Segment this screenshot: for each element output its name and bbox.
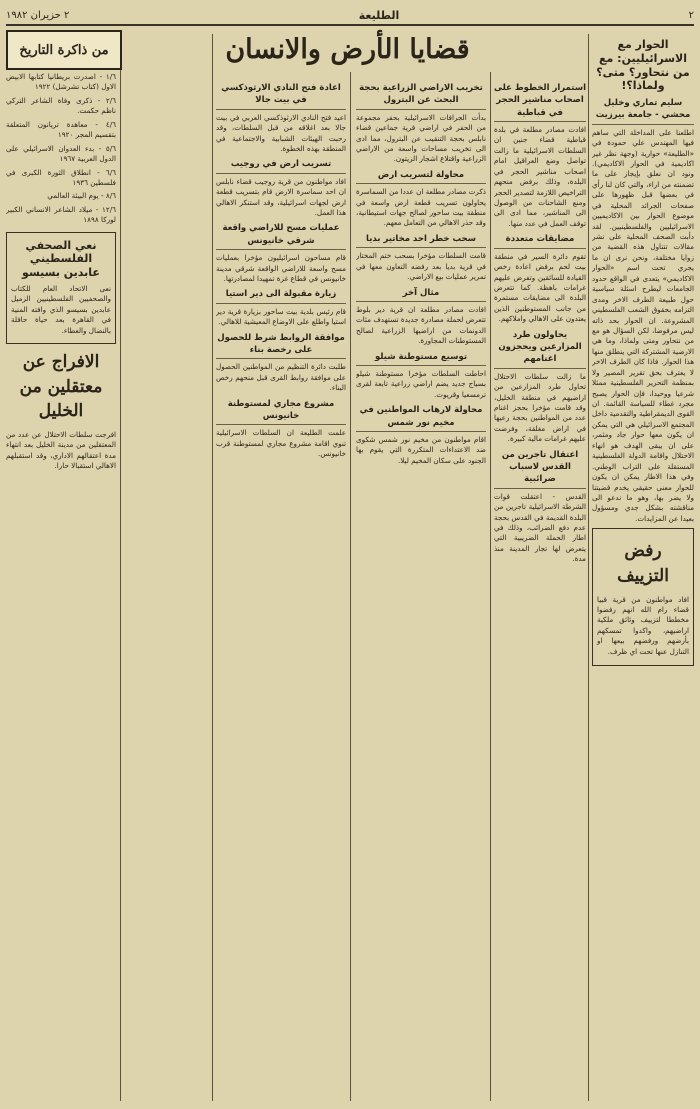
col4-h4: زيارة مقبولة الى دير استيا: [216, 288, 346, 303]
col4-h2: تسريب ارض في روجيب: [216, 158, 346, 173]
col2-t2: تقوم دائرة السير في منطقة بيت لحم برفض اعادة رخص القيادة للسائقين وتفرض عليهم غرامات باهظة. كما تتعرض البلدة الى مضايقات مستمرة من جانب المستوطنين الذين يعتدون على الاهالي واملاكهم.: [494, 251, 586, 324]
col2-h3: يحاولون طرد المزارعين ويحجزون اغنامهم: [494, 329, 586, 369]
release-title: الافراج عن معتقلين من الخليل: [19, 352, 103, 422]
right-box: [592, 528, 694, 666]
column-rule: [588, 34, 589, 1101]
column-5: [6, 72, 116, 1102]
history-logo: من ذاكرة التاريخ: [6, 30, 122, 70]
column-rule: [350, 72, 351, 1101]
col4-t4: قام رئيس بلدية بيت ساحور بزيارة قرية دير استيا واطلع على الاوضاع المعيشية للاهالي.: [216, 306, 346, 327]
col3-h1: تخريب الاراضي الزراعية بحجة البحث عن البترول: [356, 82, 486, 110]
col4-t5: طلبت دائرة التنظيم من المواطنين الحصول على موافقة روابط القرى قبل منحهم رخص البناء.: [216, 362, 346, 393]
col3-h2: محاولة لتسريب ارض: [356, 169, 486, 184]
paper-name: الطليعة: [358, 8, 400, 22]
col3-h3: سحب خطر احد مخاتير بديا: [356, 233, 486, 248]
col3-t6: اقام مواطنون من مخيم نور شمس شكوى ضد الاعتداءات المتكررة التي يقوم بها الجنود على سكان المخيم ليلا.: [356, 434, 486, 465]
col3-t1: بدأت الجرافات الاسرائيلية بحفر مجموعة من الحفر في اراضي قرية جماعين قضاء نابلس بحجة التنقيب عن البترول، مما ادى الى تخريب مساحات واسعة من الاراضي الزراعية واقتلاع اشجار الزيتون.: [356, 112, 486, 164]
column-3: [356, 78, 486, 1101]
obituary-box: [6, 232, 116, 344]
col3-t4: افادت مصادر مطلعة ان قرية دير بلوط تتعرض لحملة مصادرة جديدة تستهدف مئات الدونمات من اراضيها الزراعية لصالح المستوطنات المجاورة.: [356, 304, 486, 346]
col4-h6: مشروع مجاري لمستوطنة خانيونس: [216, 398, 346, 426]
col4-t6: علمت الطليعة ان السلطات الاسرائيلية تنوي اقامة مشروع مجاري لمستوطنة قرب خانيونس.: [216, 428, 346, 458]
page-date: ٢ حزيران ١٩٨٢: [6, 9, 70, 21]
history-item: ٤/٦ - معاهدة تريانون المتعلقة بتقسيم المجر ١٩٢٠: [6, 119, 116, 140]
history-item: ٥/٦ - بدء العدوان الاسرائيلي على الدول العربية ١٩٦٧: [6, 143, 116, 164]
col2-t3: ما زالت سلطات الاحتلال تحاول طرد المزارعين من اراضيهم في منطقة الخليل، وقد قامت مؤخرا بحجز اغنام عدد من المواطنين بحجة رعيها في اراض مغلقة، وفرضت عليهم غرامات مالية كبيرة.: [494, 371, 586, 444]
col4-t1: اعيد فتح النادي الارثوذكسي العربي في بيت جالا بعد اغلاقه من قبل السلطات، وقد رحبت الهيئات الشبابية والاجتماعية في المنطقة بهذه الخطوة.: [216, 112, 346, 153]
history-item: ١/٦ - اصدرت بريطانيا كتابها الابيض الاول (كتاب تشرشل) ١٩٢٢: [6, 72, 116, 92]
right-box-title: رفض التزييف: [617, 541, 669, 586]
col2-h2: مضايقات متعددة: [494, 233, 586, 248]
right-headline: الحوار مع الاسرائيليين: مع من نتحاور؟ متى؟ ولماذا؟!: [596, 38, 690, 93]
right-body: اطلعنا على المداخلة التي ساهم فيها المهندس علي حمودة في «الطليعة» حوارية (وجهة نظر غير اكاديمية في الحوار الاكاديمي). ونود ان نعلق بإيجاز على ما تضمنته من اراء، والتي كان لنا رأي في بعضها قبل ظهورها على صفحات الجرائد المحلية في موضوع الحوار بين الاكاديميين الاسرائيليين والفلسطينيين. لقد دأبت الصحف المحلية على نشر مقالات تتناول هذه القضية من زوايا مختلفة، ونحن نرى ان ما يجري تحت اسم «الحوار الاكاديمي» يتعدى في الواقع حدود الجامعات ليطرح اسئلة سياسية حول طبيعة الطرف الاخر ومدى التزامه بحقوق الشعب الفلسطيني المشروعة. ان الحوار بحد ذاته ليس مرفوضا، لكن السؤال هو مع من نتحاور ومتى ولماذا، وما هي الارضية المشتركة التي ينطلق منها هذا الحوار. فاذا كان الطرف الاخر لا يعترف بحق تقرير المصير ولا بمنظمة التحرير الفلسطينية ممثلا شرعيا ووحيدا، فإن الحوار يصبح مجرد غطاء للسياسة القائمة. ان القوى الديمقراطية والتقدمية داخل المجتمع الاسرائيلي هي التي يمكن ان يكون معها حوار جاد ومثمر، على ان يبقى الهدف هو انهاء الاحتلال واقامة الدولة الفلسطينية المستقلة على التراب الوطني. وفي هذا الاطار يمكن ان يكون للحوار معنى حقيقي يخدم قضيتنا ولا يضر بها، وهو ما ندعو الى مناقشته بشكل جدي ومسؤول بعيدا عن المزايدات.: [592, 127, 694, 523]
page-header: [6, 6, 694, 26]
col4-t2: افاد مواطنون من قرية روجيب قضاء نابلس ان احد سماسرة الارض قام بتسريب قطعة ارض لجهات اسرائيلية، وقد استنكر الاهالي هذا العمل.: [216, 176, 346, 217]
col2-h4: اعتقال تاجرين من القدس لاسباب ضرائبية: [494, 449, 586, 489]
history-item: ٦/٦ - انطلاق الثورة الكبرى في فلسطين ١٩٣٦: [6, 167, 116, 187]
obituary-title: نعي الصحفي الفلسطيني عابدين بسيسو: [22, 238, 100, 280]
col3-h5: توسيع مستوطنة شيلو: [356, 351, 486, 366]
main-title: قضايا الأرض والانسان: [225, 34, 470, 65]
history-item: ١٢/٦ - ميلاد الشاعر الانساني الكبير لوركا ١٨٩٨: [6, 204, 116, 225]
column-rule: [120, 34, 121, 1101]
col4-h5: موافقة الروابط شرط للحصول على رخصة بناء: [216, 332, 346, 360]
right-column: [592, 36, 694, 1101]
column-4: [216, 78, 346, 1101]
column-rule: [212, 34, 213, 1101]
col2-t1: افادت مصادر مطلعة في بلدة قباطية قضاء جنين ان السلطات الاسرائيلية ما زالت تواصل وضع العراقيل امام اصحاب مناشير الحجر في البلدة، وذلك برفض منحهم التراخيص اللازمة لتصدير الحجر ومنع الشاحنات من الوصول الى المناشير، مما ادى الى توقف العمل في عدد منها.: [494, 124, 586, 228]
right-box-text: افاد مواطنون من قرية قبيا قضاء رام الله انهم رفضوا مخططا لتزييف وثائق ملكية اراضيهم، واكدوا تمسكهم بأرضهم ورفضهم بيعها او التنازل عنها تحت اي ظرف.: [597, 594, 689, 656]
col2-h1: استمرار الخطوط على اصحاب مناشير الحجر في قباطية: [494, 82, 586, 122]
release-text: افرجت سلطات الاحتلال عن عدد من المعتقلين من مدينة الخليل بعد انتهاء مدة اعتقالهم الاداري، وقد استقبلهم الاهالي استقبالا حارا.: [6, 430, 116, 471]
right-byline: سليم تماري وخليل محشي - جامعة بيرزيت: [592, 97, 694, 125]
column-2: [494, 78, 586, 1101]
column-rule: [490, 72, 491, 1101]
col3-h6: محاولة لارهاب المواطنين في مخيم نور شمس: [356, 404, 486, 432]
history-item: ٢/٦ - ذكرى وفاة الشاعر التركي ناظم حكمت.: [6, 95, 116, 116]
col3-t3: قامت السلطات مؤخرا بسحب ختم المختار في قرية بديا بعد رفضه التعاون معها في تمرير عمليات بيع الاراضي.: [356, 251, 486, 282]
col4-h3: عمليات مسح للاراضي واقعة شرقي خانيونس: [216, 222, 346, 250]
col2-t4: القدس - اعتقلت قوات الشرطة الاسرائيلية تاجرين من البلدة القديمة في القدس بحجة عدم دفع الضرائب، وذلك في اطار الحملة الضريبية التي يتعرض لها تجار المدينة منذ مدة.: [494, 491, 586, 564]
col4-t3: قام مساحون اسرائيليون مؤخرا بعمليات مسح واسعة للاراضي الواقعة شرقي مدينة خانيونس في قطاع غزة تمهيدا لمصادرتها.: [216, 253, 346, 283]
history-item: ٨/٦ - يوم البيئة العالمي: [47, 191, 116, 201]
col3-t5: احاطت السلطات مؤخرا مستوطنة شيلو بسياج جديد يضم اراضي زراعية تابعة لقرى ترمسعيا وقريوت.: [356, 368, 486, 399]
obituary-text: نعى الاتحاد العام للكتاب والصحفيين الفلسطينيين الزميل عابدين بسيسو الذي وافته المنية في القاهرة بعد حياة حافلة بالنضال والعطاء.: [11, 283, 111, 335]
col4-h1: اعادة فتح النادي الارثوذكسي في بيت جالا: [216, 82, 346, 110]
col3-t2: ذكرت مصادر مطلعة ان عددا من السماسرة يحاولون تسريب قطعة ارض واسعة في منطقة بيت ساحور لصالح جهات استيطانية، وقد حذر الاهالي من التعامل معهم.: [356, 187, 486, 228]
col3-h4: مثال آخر: [356, 287, 486, 302]
page-number: ٢: [688, 9, 694, 21]
